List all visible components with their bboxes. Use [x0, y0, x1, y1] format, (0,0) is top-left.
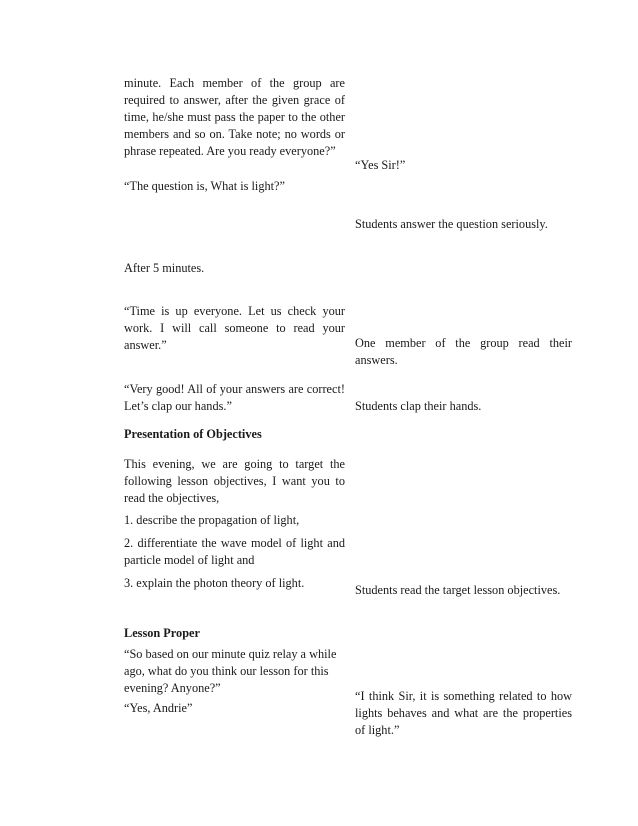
- teacher-time-note: After 5 minutes.: [124, 261, 205, 275]
- teacher-objectives-intro: This evening, we are going to target the following lesson objectives, I want you to read the objectives,: [124, 457, 345, 505]
- student-response-objectives: Students read the target lesson objectives.: [355, 583, 561, 597]
- objective-item-1: 1. describe the propagation of light,: [124, 513, 300, 527]
- teacher-question-paragraph: “The question is, What is light?”: [124, 179, 285, 193]
- lesson-proper-heading: Lesson Proper: [124, 626, 200, 640]
- student-response-answer: Students answer the question seriously.: [355, 217, 548, 231]
- student-response-read: One member of the group read their answers.: [355, 336, 572, 367]
- teacher-praise-paragraph: “Very good! All of your answers are correct! Let’s clap our hands.”: [124, 382, 345, 413]
- teacher-instructions-paragraph: minute. Each member of the group are required to answer, after the given grace of time, he/she must pass the paper to the other members and so on. Take note; no words or phrase repeated. Are you ready everyone?”: [124, 76, 345, 158]
- teacher-call-student: “Yes, Andrie”: [124, 701, 193, 715]
- student-response-lesson-guess: “I think Sir, it is something related to how lights behaves and what are the properties of light.”: [355, 689, 572, 737]
- student-response-clap: Students clap their hands.: [355, 399, 482, 413]
- objective-item-3: 3. explain the photon theory of light.: [124, 576, 305, 590]
- objectives-heading: Presentation of Objectives: [124, 427, 262, 441]
- teacher-check-work-paragraph: “Time is up everyone. Let us check your work. I will call someone to read your answer.”: [124, 304, 345, 352]
- objective-item-2: 2. differentiate the wave model of light and particle model of light and: [124, 536, 345, 567]
- teacher-lesson-question: “So based on our minute quiz relay a while ago, what do you think our lesson for this evening? Anyone?”: [124, 647, 337, 695]
- student-response-ready: “Yes Sir!”: [355, 158, 406, 172]
